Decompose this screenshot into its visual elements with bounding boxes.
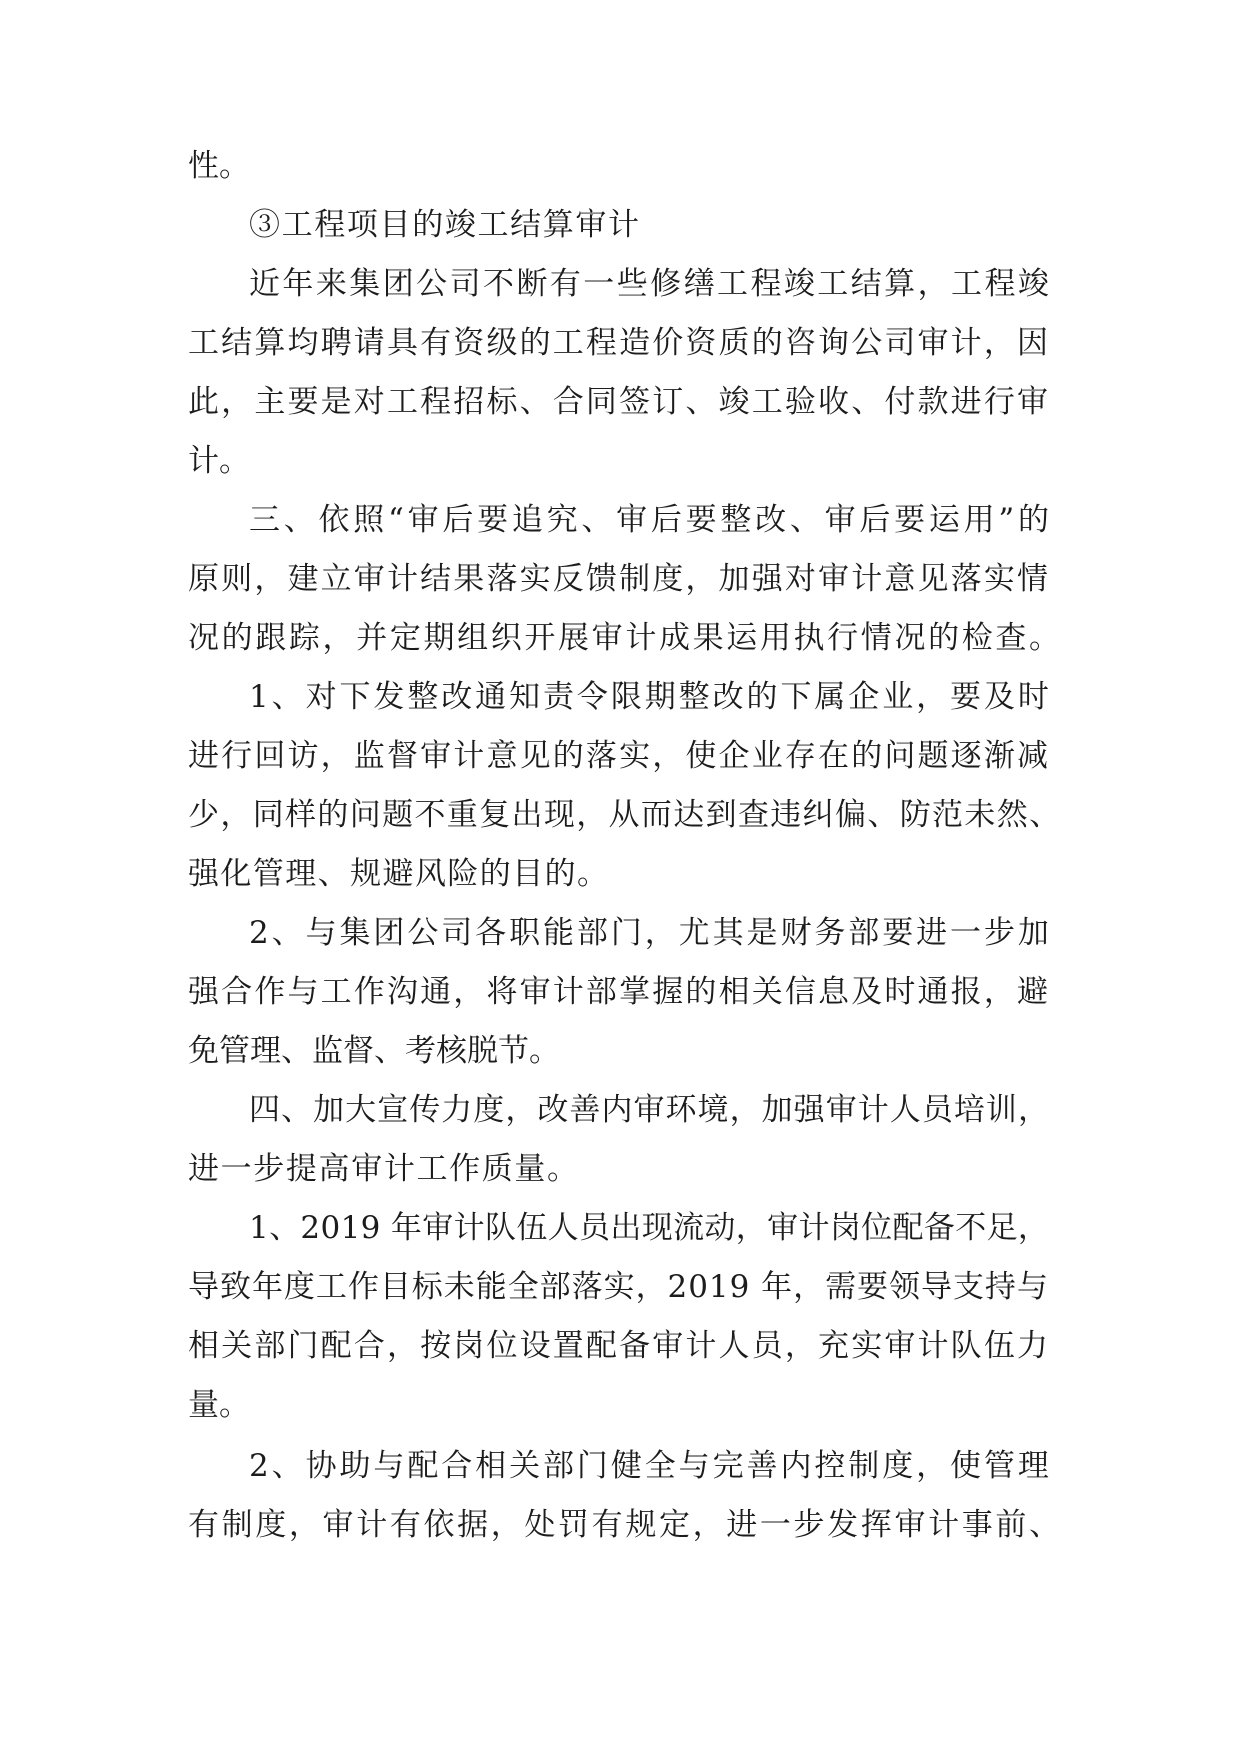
line-text: 1、对下发整改通知责令限期整改的下属企业，要及时 bbox=[249, 679, 1052, 715]
text-line bbox=[0, 1316, 1241, 1376]
text-line bbox=[0, 313, 1241, 373]
line-text: ③工程项目的竣工结算审计 bbox=[249, 207, 641, 243]
line-text: 计。 bbox=[188, 443, 250, 479]
line-text: 强合作与工作沟通，将审计部掌握的相关信息及时通报，避 bbox=[188, 974, 1051, 1010]
text-line bbox=[0, 667, 1241, 727]
line-text: 工结算均聘请具有资级的工程造价资质的咨询公司审计，因 bbox=[188, 325, 1051, 361]
line-text: 性。 bbox=[188, 148, 250, 184]
text-line bbox=[0, 490, 1241, 550]
text-line bbox=[0, 608, 1241, 668]
text-line bbox=[0, 1021, 1241, 1081]
text-line bbox=[0, 254, 1241, 314]
line-text: 1、2019 年审计队伍人员出现流动，审计岗位配备不足， bbox=[249, 1210, 1050, 1246]
text-line bbox=[0, 1436, 1241, 1496]
text-line bbox=[0, 1139, 1241, 1199]
line-text: 2、协助与配合相关部门健全与完善内控制度，使管理 bbox=[249, 1448, 1052, 1484]
line-text: 少，同样的问题不重复出现，从而达到查违纠偏、防范未然、 bbox=[188, 797, 1062, 833]
line-text: 导致年度工作目标未能全部落实，2019 年，需要领导支持与 bbox=[188, 1269, 1049, 1305]
line-text: 免管理、监督、考核脱节。 bbox=[188, 1033, 560, 1069]
line-text: 此，主要是对工程招标、合同签订、竣工验收、付款进行审 bbox=[188, 384, 1051, 420]
line-text: 相关部门配合，按岗位设置配备审计人员，充实审计队伍力 bbox=[188, 1328, 1051, 1364]
text-line bbox=[0, 136, 1241, 196]
line-text: 进一步提高审计工作质量。 bbox=[188, 1151, 580, 1187]
text-line bbox=[0, 549, 1241, 609]
text-line bbox=[0, 195, 1241, 255]
line-text: 强化管理、规避风险的目的。 bbox=[188, 856, 610, 892]
text-line bbox=[0, 785, 1241, 845]
line-text: 2、与集团公司各职能部门，尤其是财务部要进一步加 bbox=[249, 915, 1052, 951]
line-text: 原则，建立审计结果落实反馈制度，加强对审计意见落实情 bbox=[188, 561, 1051, 597]
line-text: 量。 bbox=[188, 1387, 250, 1423]
text-line bbox=[0, 844, 1241, 904]
text-line bbox=[0, 1198, 1241, 1258]
text-line bbox=[0, 372, 1241, 432]
text-line bbox=[0, 1495, 1241, 1555]
line-text: 近年来集团公司不断有一些修缮工程竣工结算，工程竣 bbox=[249, 266, 1052, 302]
text-line bbox=[0, 726, 1241, 786]
text-line bbox=[0, 962, 1241, 1022]
line-text: 进行回访，监督审计意见的落实，使企业存在的问题逐渐减 bbox=[188, 738, 1051, 774]
line-text: 况的跟踪，并定期组织开展审计成果运用执行情况的检查。 bbox=[188, 620, 1063, 656]
text-line bbox=[0, 903, 1241, 963]
line-text: 三、依照“审后要追究、审后要整改、审后要运用”的 bbox=[249, 502, 1053, 538]
line-text: 有制度，审计有依据，处罚有规定，进一步发挥审计事前、 bbox=[188, 1507, 1063, 1543]
text-line bbox=[0, 431, 1241, 491]
text-line bbox=[0, 1375, 1241, 1435]
text-line bbox=[0, 1080, 1241, 1140]
line-text: 四、加大宣传力度，改善内审环境，加强审计人员培训， bbox=[249, 1092, 1050, 1128]
text-line bbox=[0, 1257, 1241, 1317]
